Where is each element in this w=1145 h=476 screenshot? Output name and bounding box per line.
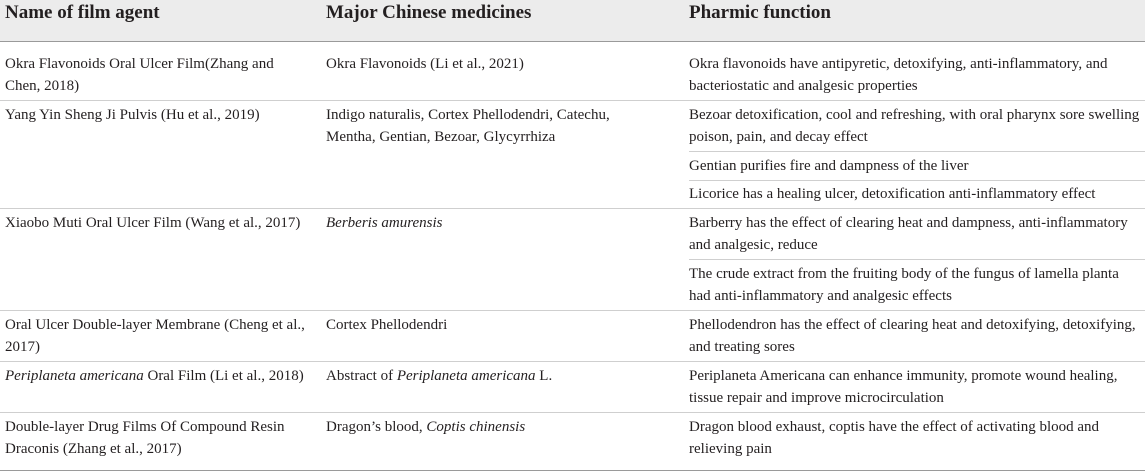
- row5-function-1: Periplaneta Americana can enhance immunity, promote wound healing, tissue repair and improve microcirculation: [689, 368, 1118, 406]
- row5-film-agent: [5, 366, 305, 388]
- row2-function-3: Licorice has a healing ulcer, detoxification anti-inflammatory effect: [689, 186, 1096, 202]
- row3-medicine: Berberis amurensis: [326, 215, 443, 231]
- row5-film-agent-rest: Oral Film (Li et al., 2018): [143, 368, 304, 384]
- row5-medicine-italic: Periplaneta americana: [396, 368, 536, 384]
- row-divider: [0, 100, 1145, 101]
- sub-row-divider: [689, 151, 1145, 152]
- row4-film-agent: Oral Ulcer Double-layer Membrane (Cheng et al., 2017): [5, 317, 305, 355]
- row2-function-1: Bezoar detoxification, cool and refreshing, with oral pharynx sore swelling poison, pain, and decay effect: [689, 107, 1140, 145]
- table-bottom-rule: [0, 470, 1145, 471]
- row3-function-2: The crude extract from the fruiting body of the fungus of lamella planta had anti-inflammatory and analgesic effects: [689, 266, 1119, 304]
- sub-row-divider: [689, 259, 1145, 260]
- row5-medicine-suffix: L.: [535, 368, 553, 384]
- row2-film-agent: Yang Yin Sheng Ji Pulvis (Hu et al., 2019): [5, 107, 260, 123]
- row5-medicine-prefix: Abstract of: [326, 368, 397, 384]
- row6-medicine: [326, 417, 656, 439]
- row-divider: [0, 412, 1145, 413]
- row4-medicine: Cortex Phellodendri: [326, 317, 448, 333]
- row3-film-agent: Xiaobo Muti Oral Ulcer Film (Wang et al., 2017): [5, 215, 301, 231]
- row6-function-1: Dragon blood exhaust, coptis have the effect of activating blood and relieving pain: [689, 419, 1100, 457]
- row4-function-1: Phellodendron has the effect of clearing heat and detoxifying, detoxifying, and treating sores: [689, 317, 1136, 355]
- row5-film-agent-italic: Periplaneta americana: [5, 368, 144, 384]
- header-pharmic-function: Pharmic function: [689, 2, 831, 23]
- row1-medicine: Okra Flavonoids (Li et al., 2021): [326, 56, 524, 72]
- row6-medicine-italic: Coptis chinensis: [426, 419, 526, 435]
- row3-function-1: Barberry has the effect of clearing heat and dampness, anti-inflammatory and analgesic, reduce: [689, 215, 1128, 253]
- row-divider: [0, 310, 1145, 311]
- row-divider: [0, 361, 1145, 362]
- sub-row-divider: [689, 180, 1145, 181]
- header-chinese-medicines: Major Chinese medicines: [326, 2, 532, 23]
- row1-film-agent: Okra Flavonoids Oral Ulcer Film(Zhang and Chen, 2018): [5, 56, 274, 94]
- row6-medicine-prefix: Dragon’s blood,: [326, 419, 427, 435]
- header-film-agent: Name of film agent: [5, 2, 160, 23]
- row-divider: [0, 208, 1145, 209]
- row2-function-2: Gentian purifies fire and dampness of the liver: [689, 158, 969, 174]
- row6-film-agent: Double-layer Drug Films Of Compound Resin Draconis (Zhang et al., 2017): [5, 419, 285, 457]
- row1-function-1: Okra flavonoids have antipyretic, detoxifying, anti-inflammatory, and bacteriostatic and analgesic properties: [689, 56, 1108, 94]
- row5-medicine: [326, 366, 656, 388]
- row2-medicine: Indigo naturalis, Cortex Phellodendri, Catechu, Mentha, Gentian, Bezoar, Glycyrrhiza: [326, 107, 610, 145]
